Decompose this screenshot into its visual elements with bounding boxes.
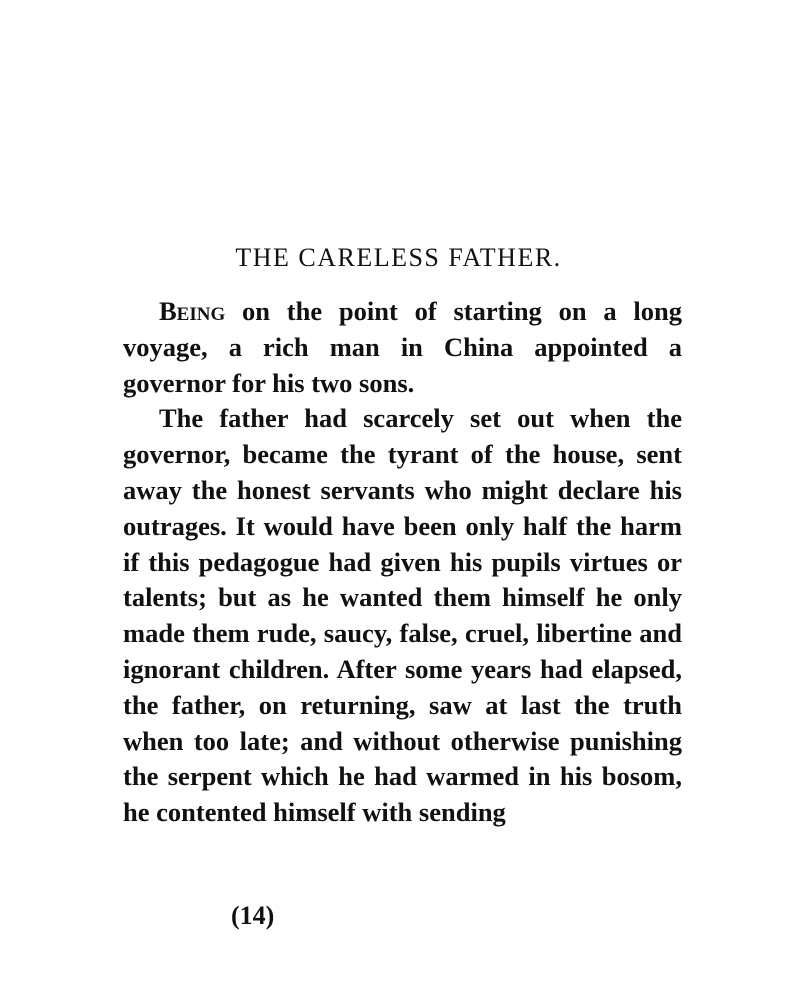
- paragraph-2: [123, 401, 682, 831]
- paragraph-text: on the point of starting on a long voyage, a rich man in China appointed a governor for his two sons.: [123, 296, 682, 398]
- chapter-title: THE CARELESS FATHER.: [235, 243, 562, 272]
- paragraph-lead-word: Being: [159, 296, 226, 326]
- page-number: (14): [231, 901, 275, 930]
- body-text: [123, 294, 682, 831]
- paragraph-1: [123, 294, 682, 401]
- paragraph-text: The father had scarcely set out when the governor, became the tyrant of the house, sent away the honest servants who might declare his outrages. It would have been only half the harm if this pedagogue had given his pupils virtues or talents; but as he wanted them himself he only made them rude, saucy, false, cruel, libertine and ignorant children. After some years had elapsed, the father, on returning, saw at last the truth when too late; and without otherwise punishing the serpent which he had warmed in his bosom, he contented himself with sending: [123, 403, 682, 828]
